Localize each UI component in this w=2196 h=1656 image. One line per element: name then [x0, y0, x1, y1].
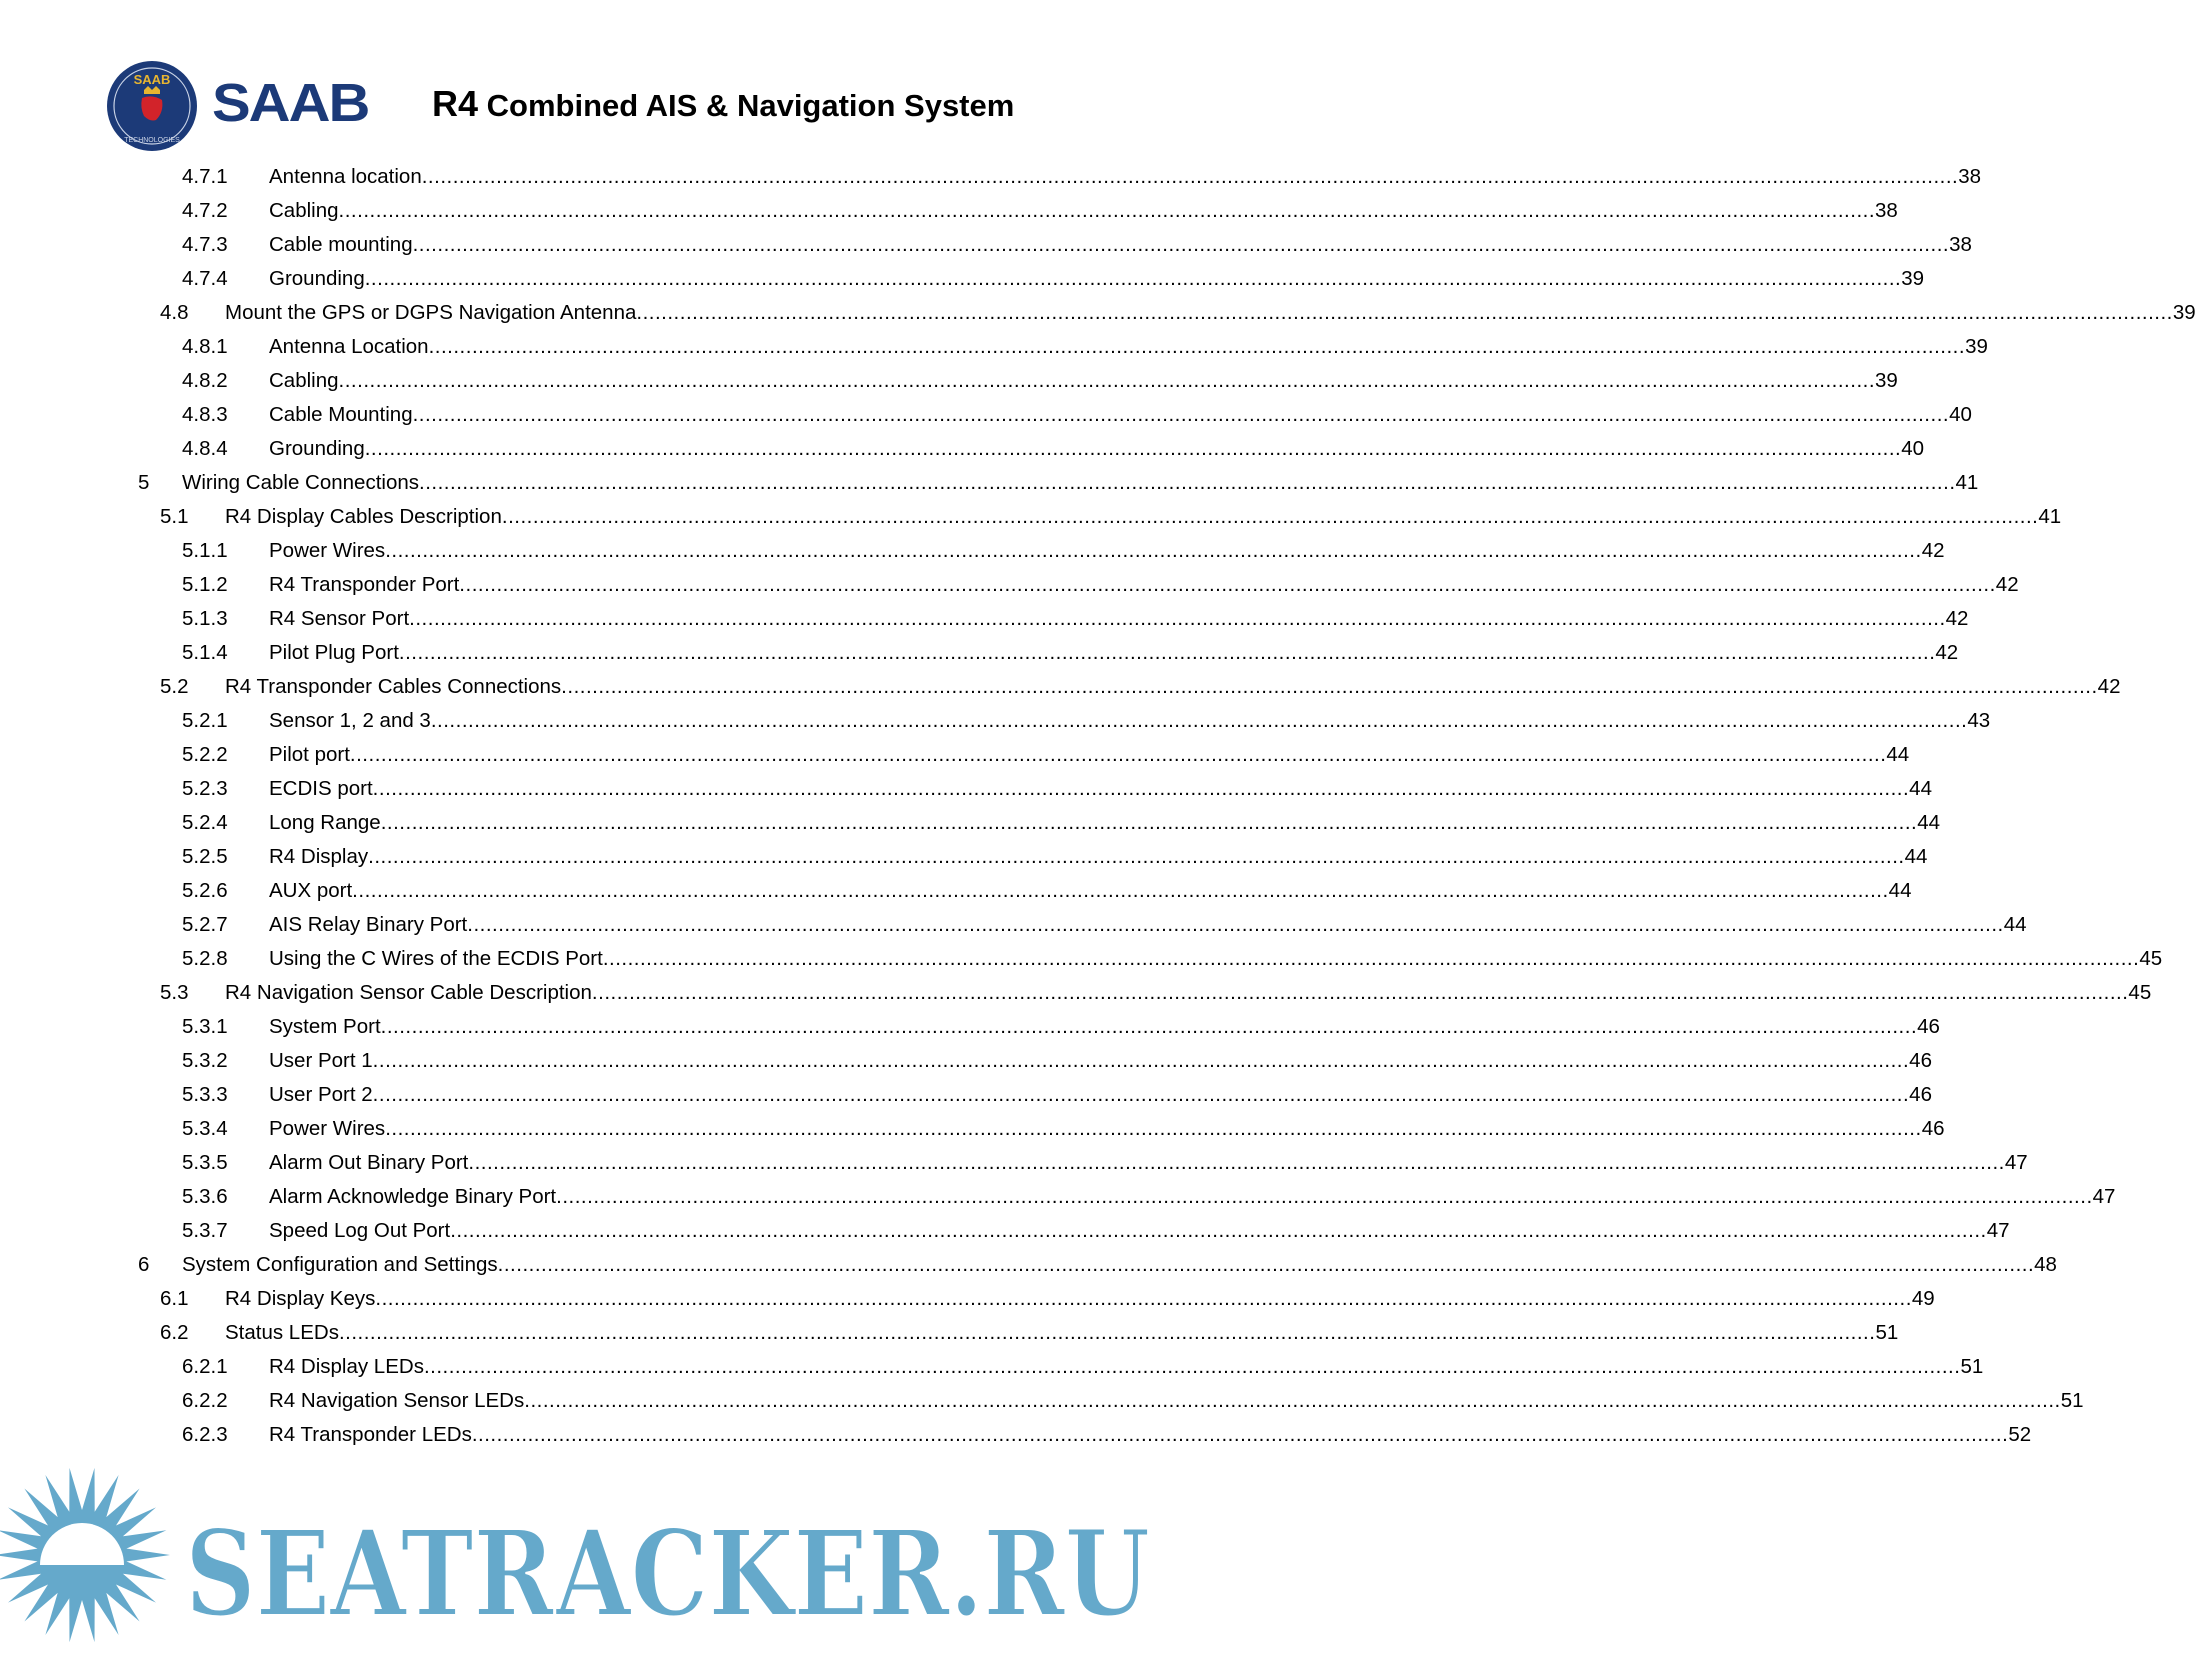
toc-title[interactable]: System Port	[269, 1010, 381, 1044]
toc-leader-dots	[467, 908, 2004, 942]
toc-title[interactable]: R4 Sensor Port	[269, 602, 409, 636]
toc-leader-dots	[459, 568, 1996, 602]
toc-title[interactable]: Antenna location	[269, 160, 422, 194]
toc-leader-dots	[636, 296, 2173, 330]
toc-entry-line	[269, 568, 2019, 602]
toc-number: 5.3.6	[182, 1185, 228, 1208]
toc-entry-line	[269, 806, 1941, 840]
toc-entry-line	[269, 1010, 1940, 1044]
toc-page-number[interactable]: 44	[2003, 913, 2027, 936]
toc-number: 4.8	[160, 301, 189, 324]
toc-number: 6	[138, 1253, 150, 1276]
toc-leader-dots	[424, 1350, 1961, 1384]
toc-page-number[interactable]: 42	[1995, 573, 2019, 596]
toc-leader-dots	[431, 704, 1968, 738]
toc-page-number[interactable]: 38	[1875, 199, 1898, 222]
toc-entry-line	[269, 330, 1988, 364]
toc-page-number[interactable]: 46	[1909, 1083, 1932, 1106]
toc-entry-line	[269, 364, 1898, 398]
toc-leader-dots	[422, 160, 1959, 194]
toc-number: 5.1.1	[182, 539, 228, 562]
toc-page-number[interactable]: 39	[1901, 267, 1925, 290]
toc-entry[interactable]	[0, 738, 1910, 772]
toc-entry-line	[182, 1248, 2057, 1282]
toc-entry[interactable]	[0, 534, 1945, 568]
toc-number: 6.2.3	[182, 1423, 228, 1446]
toc-leader-dots	[368, 840, 1905, 874]
toc-entry[interactable]	[0, 1384, 2084, 1418]
toc-entry-line	[269, 1418, 2032, 1452]
toc-title[interactable]: ECDIS port	[269, 772, 373, 806]
toc-number: 5.3.5	[182, 1151, 228, 1174]
toc-number: 4.8.1	[182, 335, 228, 358]
toc-entry[interactable]	[0, 1044, 1932, 1078]
toc-title[interactable]: R4 Navigation Sensor LEDs	[269, 1384, 524, 1418]
toc-leader-dots	[365, 262, 1902, 296]
toc-page-number[interactable]: 46	[1917, 1015, 1940, 1038]
toc-entry-line	[269, 1350, 1984, 1384]
toc-page-number[interactable]: 40	[1901, 437, 1925, 460]
toc-entry-line	[269, 194, 1898, 228]
toc-page-number[interactable]: 41	[2038, 505, 2062, 528]
toc-number: 4.8.2	[182, 369, 228, 392]
toc-page-number[interactable]: 39	[2172, 301, 2196, 324]
toc-number: 5.1.2	[182, 573, 228, 596]
toc-leader-dots	[556, 1180, 2093, 1214]
toc-number: 6.2	[160, 1321, 189, 1344]
toc-title[interactable]: Mount the GPS or DGPS Navigation Antenna	[225, 296, 636, 330]
toc-entry-line	[225, 1316, 1899, 1350]
toc-leader-dots	[592, 976, 2129, 1010]
toc-number: 5.2.3	[182, 777, 228, 800]
toc-title[interactable]: R4 Transponder Port	[269, 568, 459, 602]
toc-title[interactable]: Power Wires	[269, 534, 385, 568]
toc-entry[interactable]	[0, 568, 2019, 602]
toc-entry-line	[182, 466, 1979, 500]
toc-leader-dots	[365, 432, 1902, 466]
toc-leader-dots	[339, 194, 1876, 228]
toc-leader-dots	[385, 1112, 1922, 1146]
toc-entry-line	[269, 1044, 1932, 1078]
toc-entry[interactable]	[0, 432, 1925, 466]
toc-entry[interactable]	[0, 908, 2027, 942]
toc-leader-dots	[350, 738, 1887, 772]
toc-entry[interactable]	[0, 1214, 2010, 1248]
toc-entry-line	[269, 160, 1982, 194]
toc-page-number[interactable]: 44	[1904, 845, 1928, 868]
toc-title[interactable]: AIS Relay Binary Port	[269, 908, 467, 942]
toc-leader-dots	[429, 330, 1966, 364]
toc-entry-line	[269, 1112, 1945, 1146]
toc-entry[interactable]	[0, 1316, 1899, 1350]
toc-leader-dots	[450, 1214, 1987, 1248]
toc-number: 5.3.2	[182, 1049, 228, 1072]
toc-number: 4.8.4	[182, 437, 228, 460]
toc-title[interactable]: R4 Transponder Cables Connections	[225, 670, 561, 704]
toc-leader-dots	[373, 1078, 1910, 1112]
toc-number: 5.2	[160, 675, 189, 698]
toc-title[interactable]: AUX port	[269, 874, 352, 908]
toc-title[interactable]: Cable mounting	[269, 228, 413, 262]
toc-entry[interactable]	[0, 1010, 1940, 1044]
toc-leader-dots	[561, 670, 2098, 704]
toc-entry-line	[269, 840, 1928, 874]
toc-entry-line	[269, 704, 1991, 738]
toc-page-number[interactable]: 42	[2097, 675, 2121, 698]
toc-entry-line	[269, 636, 1959, 670]
toc-number: 5.1.3	[182, 607, 228, 630]
sun-icon	[0, 1468, 170, 1642]
toc-entry[interactable]	[0, 1112, 1945, 1146]
toc-page-number[interactable]: 48	[2034, 1253, 2057, 1276]
toc-entry[interactable]	[0, 874, 1912, 908]
toc-title[interactable]: R4 Transponder LEDs	[269, 1418, 472, 1452]
toc-entry[interactable]	[0, 194, 1898, 228]
toc-leader-dots	[502, 500, 2039, 534]
toc-title[interactable]: Grounding	[269, 262, 365, 296]
toc-leader-dots	[373, 1044, 1910, 1078]
toc-title[interactable]: R4 Display LEDs	[269, 1350, 424, 1384]
title-rest: Combined AIS & Navigation System	[478, 88, 1015, 123]
toc-title[interactable]: Grounding	[269, 432, 365, 466]
toc-entry-line	[225, 500, 2062, 534]
toc-page-number[interactable]: 49	[1911, 1287, 1935, 1310]
toc-entry-line	[269, 262, 1925, 296]
toc-leader-dots	[339, 1316, 1876, 1350]
toc-number: 6.1	[160, 1287, 189, 1310]
toc-leader-dots	[524, 1384, 2061, 1418]
toc-title[interactable]: Long Range	[269, 806, 381, 840]
toc-entry[interactable]	[0, 942, 2163, 976]
toc-title[interactable]: Alarm Out Binary Port	[269, 1146, 468, 1180]
toc-number: 5.3	[160, 981, 189, 1004]
toc-entry[interactable]	[0, 296, 2196, 330]
toc-entry[interactable]	[0, 976, 2152, 1010]
toc-number: 5.2.4	[182, 811, 228, 834]
toc-entry[interactable]	[0, 1350, 1984, 1384]
title-r4: R4	[432, 83, 479, 124]
toc-leader-dots	[381, 1010, 1918, 1044]
toc-entry[interactable]	[0, 398, 1972, 432]
toc-page-number[interactable]: 41	[1955, 471, 1979, 494]
toc-leader-dots	[472, 1418, 2009, 1452]
toc-title[interactable]: Cabling	[269, 364, 339, 398]
seatracker-watermark	[0, 1480, 1170, 1656]
toc-number: 4.8.3	[182, 403, 228, 426]
toc-page-number[interactable]: 46	[1909, 1049, 1932, 1072]
toc-leader-dots	[381, 806, 1918, 840]
toc-number: 5.2.8	[182, 947, 228, 970]
toc-entry-line	[269, 1384, 2084, 1418]
toc-entry-line	[225, 296, 2196, 330]
toc-page-number[interactable]: 44	[1886, 743, 1910, 766]
toc-leader-dots	[603, 942, 2140, 976]
toc-number: 5.3.4	[182, 1117, 228, 1140]
toc-title[interactable]: Using the C Wires of the ECDIS Port	[269, 942, 603, 976]
toc-entry[interactable]	[0, 1146, 2028, 1180]
toc-entry[interactable]	[0, 1180, 2116, 1214]
toc-title[interactable]: System Configuration and Settings	[182, 1248, 498, 1282]
toc-entry-line	[269, 942, 2163, 976]
toc-entry[interactable]	[0, 160, 1982, 194]
toc-number: 5.2.5	[182, 845, 228, 868]
toc-number: 5.2.6	[182, 879, 228, 902]
toc-page-number[interactable]: 42	[1921, 539, 1945, 562]
toc-page-number[interactable]: 38	[1949, 233, 1972, 256]
toc-page-number[interactable]: 51	[1875, 1321, 1899, 1344]
toc-entry[interactable]	[0, 1078, 1932, 1112]
toc-leader-dots	[385, 534, 1922, 568]
toc-title[interactable]: R4 Navigation Sensor Cable Description	[225, 976, 592, 1010]
toc-page-number[interactable]: 46	[1921, 1117, 1945, 1140]
toc-title[interactable]: Speed Log Out Port	[269, 1214, 450, 1248]
toc-page-number[interactable]: 42	[1945, 607, 1969, 630]
toc-entry[interactable]	[0, 364, 1898, 398]
toc-entry[interactable]	[0, 1282, 1935, 1316]
toc-entry-line	[269, 1214, 2010, 1248]
toc-entry-line	[269, 908, 2027, 942]
toc-page-number[interactable]: 39	[1875, 369, 1898, 392]
saab-emblem-logo	[106, 60, 198, 152]
watermark-text: SEATRACKER.RU	[185, 1504, 1150, 1643]
toc-page-number[interactable]: 42	[1935, 641, 1959, 664]
toc-page-number[interactable]: 44	[1909, 777, 1932, 800]
toc-title[interactable]: Pilot port	[269, 738, 350, 772]
toc-leader-dots	[468, 1146, 2005, 1180]
toc-number: 4.7.1	[182, 165, 228, 188]
toc-entry-line	[269, 1146, 2028, 1180]
toc-page-number[interactable]: 51	[2060, 1389, 2084, 1412]
toc-leader-dots	[373, 772, 1910, 806]
table-of-contents	[0, 160, 2196, 1452]
toc-page-number[interactable]: 38	[1958, 165, 1982, 188]
toc-leader-dots	[339, 364, 1876, 398]
toc-entry[interactable]	[0, 772, 1932, 806]
toc-leader-dots	[399, 636, 1936, 670]
toc-entry-line	[225, 670, 2121, 704]
toc-entry-line	[269, 1180, 2116, 1214]
toc-leader-dots	[409, 602, 1946, 636]
toc-number: 5	[138, 471, 150, 494]
toc-entry[interactable]	[0, 228, 1972, 262]
toc-title[interactable]: Antenna Location	[269, 330, 429, 364]
toc-entry[interactable]	[0, 840, 1928, 874]
toc-number: 5.2.2	[182, 743, 228, 766]
toc-entry[interactable]	[0, 1248, 2057, 1282]
toc-entry-line	[269, 432, 1925, 466]
toc-leader-dots	[419, 466, 1956, 500]
toc-entry-line	[225, 1282, 1935, 1316]
toc-leader-dots	[413, 398, 1950, 432]
toc-leader-dots	[352, 874, 1889, 908]
toc-entry[interactable]	[0, 602, 1969, 636]
document-title	[432, 84, 1014, 126]
toc-title[interactable]: Power Wires	[269, 1112, 385, 1146]
toc-title[interactable]: R4 Display	[269, 840, 368, 874]
toc-entry-line	[269, 738, 1910, 772]
toc-entry[interactable]	[0, 670, 2121, 704]
toc-title[interactable]: User Port 2	[269, 1078, 373, 1112]
toc-entry[interactable]	[0, 330, 1988, 364]
toc-title[interactable]: Cable Mounting	[269, 398, 413, 432]
toc-page-number[interactable]: 47	[1986, 1219, 2010, 1242]
toc-entry[interactable]	[0, 466, 1979, 500]
toc-leader-dots	[375, 1282, 1912, 1316]
toc-number: 4.7.4	[182, 267, 228, 290]
toc-title[interactable]: Sensor 1, 2 and 3	[269, 704, 431, 738]
toc-entry-line	[269, 602, 1969, 636]
toc-title[interactable]: Alarm Acknowledge Binary Port	[269, 1180, 556, 1214]
toc-entry-line	[269, 398, 1972, 432]
toc-page-number[interactable]: 47	[2092, 1185, 2116, 1208]
toc-page-number[interactable]: 40	[1949, 403, 1972, 426]
toc-leader-dots	[413, 228, 1950, 262]
toc-page-number[interactable]: 43	[1967, 709, 1991, 732]
toc-number: 5.3.1	[182, 1015, 228, 1038]
toc-page-number[interactable]: 39	[1965, 335, 1988, 358]
toc-entry-line	[269, 228, 1972, 262]
toc-number: 5.2.7	[182, 913, 228, 936]
toc-entry[interactable]	[0, 1418, 2032, 1452]
toc-entry[interactable]	[0, 636, 1959, 670]
toc-entry[interactable]	[0, 262, 1925, 296]
toc-number: 5.2.1	[182, 709, 228, 732]
toc-entry[interactable]	[0, 806, 1941, 840]
toc-number: 5.3.7	[182, 1219, 228, 1242]
toc-entry-line	[269, 534, 1945, 568]
toc-entry[interactable]	[0, 500, 2062, 534]
toc-page-number[interactable]: 47	[2004, 1151, 2028, 1174]
toc-entry-line	[269, 772, 1932, 806]
svg-text:TECHNOLOGIES: TECHNOLOGIES	[124, 137, 180, 144]
toc-number: 5.3.3	[182, 1083, 228, 1106]
toc-number: 4.7.3	[182, 233, 228, 256]
saab-brand-wordmark: SAAB	[212, 73, 369, 134]
toc-entry-line	[269, 1078, 1932, 1112]
toc-page-number[interactable]: 44	[1917, 811, 1941, 834]
toc-title[interactable]: R4 Display Cables Description	[225, 500, 502, 534]
toc-page-number[interactable]: 51	[1960, 1355, 1984, 1378]
toc-number: 4.7.2	[182, 199, 228, 222]
toc-number: 6.2.1	[182, 1355, 228, 1378]
toc-page-number[interactable]: 44	[1888, 879, 1912, 902]
toc-number: 5.1.4	[182, 641, 228, 664]
toc-number: 6.2.2	[182, 1389, 228, 1412]
toc-title[interactable]: R4 Display Keys	[225, 1282, 375, 1316]
toc-entry-line	[269, 874, 1912, 908]
toc-page-number[interactable]: 45	[2139, 947, 2163, 970]
toc-title[interactable]: Pilot Plug Port	[269, 636, 399, 670]
toc-page-number[interactable]: 45	[2128, 981, 2152, 1004]
toc-title[interactable]: Cabling	[269, 194, 339, 228]
toc-page-number[interactable]: 52	[2008, 1423, 2032, 1446]
toc-title[interactable]: Wiring Cable Connections	[182, 466, 419, 500]
toc-entry-line	[225, 976, 2152, 1010]
svg-text:SAAB: SAAB	[133, 72, 171, 87]
toc-number: 5.1	[160, 505, 189, 528]
toc-leader-dots	[498, 1248, 2035, 1282]
toc-title[interactable]: User Port 1	[269, 1044, 373, 1078]
toc-title[interactable]: Status LEDs	[225, 1316, 339, 1350]
toc-entry[interactable]	[0, 704, 1991, 738]
